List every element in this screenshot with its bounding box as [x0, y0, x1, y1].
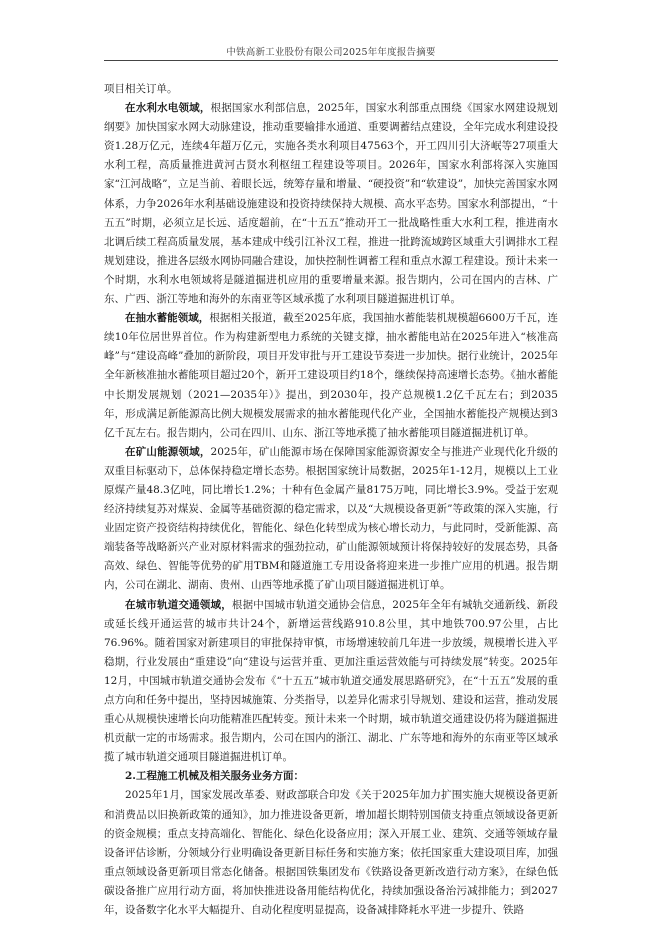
paragraph-text: 2025年，矿山能源市场在保障国家能源资源安全与推进产业现代化升级的双重目标驱动下，总体保持稳定增长态势。根据国家统计局数据，2025年1-12月，规模以上工业原煤产量48.3亿吨，同比增长1.2%；十种有色金属产量8175万吨，同比增长3.9%。受益于宏观经济持续复苏对煤炭、金属等基础资源的稳定需求，以及“大规模设备更新”等政策的深入实施，行业固定资产投资结构持续优化，智能化、绿色化转型成为核心增长动力，与此同时，受新能源、高端装备等战略新兴产业对原材料需求的强劲拉动，矿山能源领域预计将保持较好的发展态势，具备高效、绿色、智能等优势的矿用TBM和隧道施工专用设备将迎来进一步推广应用的机遇。报告期内，公司在湖北、湖南、贵州、山西等地承揽了矿山项目隧道掘进机订单。 — [104, 445, 558, 592]
paragraph-lead: 在城市轨道交通领域， — [125, 598, 232, 611]
page-header: 中铁高新工业股份有限公司2025年年度报告摘要 — [226, 47, 436, 58]
paragraph-water-conservancy — [104, 99, 558, 309]
report-body — [104, 80, 558, 920]
paragraph-urban-rail — [104, 596, 558, 768]
paragraph-continuation: 项目相关订单。 — [104, 83, 178, 95]
paragraph-pumped-storage — [104, 309, 558, 443]
paragraph-text: 根据中国城市轨道交通协会信息，2025年全年有城轨交通新线、新段或延长线开通运营的城市共计24个，新增运营线路910.8公里，其中地铁700.97公里，占比76.96%。随着国家对新建项目的审批保持审慎，市场增速较前几年进一步放缓，规模增长进入平稳期，行业发展由“重建设”向“建设与运营并重、更加注重运营效能与可持续发展”转变。2025年12月，中国城市轨道交通协会发布《“十五五”城市轨道交通发展思路研究》，在“十五五”发展的重点方向和任务中提出，坚持因城施策、分类指导，以差异化需求引导规划、建设和运营，推动发展重心从规模快速增长向功能精准匹配转变。预计未来一个时期，城市轨道交通建设仍将为隧道掘进机贡献一定的市场需求。报告期内，公司在国内的浙江、湖北、广东等地和海外的东南亚等区域承揽了城市轨道交通项目隧道掘进机订单。 — [104, 598, 558, 764]
paragraph-lead: 在抽水蓄能领域， — [125, 312, 210, 325]
section-heading: 2.工程施工机械及相关服务业务方面： — [125, 770, 304, 783]
paragraph-construction-machinery: 2025年1月，国家发展改革委、财政部联合印发《关于2025年加力扩围实施大规模设备更新和消费品以旧换新政策的通知》，加力推进设备更新，增加超长期特别国债支持重点领域设备更新的资金规模；重点支持高端化、智能化、绿色化设备应用；深入开展工业、建筑、交通等领域存量设备评估诊断，分领域分行业明确设备更新目标任务和实施方案；依托国家重大建设项目库，加强重点领域设备更新项目常态化储备。根据国铁集团发布《铁路设备更新改造行动方案》，在绿色低碳设备推广应用行动方面，将加快推进设备用能结构优化，持续加强设备治污减排能力；到2027年，设备数字化水平大幅提升、自动化程度明显提高，设备减排降耗水平进一步提升、铁路 — [104, 789, 558, 917]
paragraph-text: 根据相关报道，截至2025年底，我国抽水蓄能装机规模超6600万千瓦，连续10年位居世界首位。作为构建新型电力系统的关键支撑，抽水蓄能电站在2025年进入“核准高峰”与“建设高峰”叠加的新阶段，项目开发审批与开工建设节奏进一步加快。据行业统计，2025年全年新核准抽水蓄能项目超过20个，新开工建设项目约18个，继续保持高速增长态势。《抽水蓄能中长期发展规划（2021—2035年）》提出，到2030年，投产总规模1.2亿千瓦左右；到2035年，形成满足新能源高比例大规模发展需求的抽水蓄能现代化产业，全国抽水蓄能投产规模达到3亿千瓦左右。报告期内，公司在四川、山东、浙江等地承揽了抽水蓄能项目隧道掘进机订单。 — [104, 312, 558, 439]
paragraph-mining-energy — [104, 443, 558, 596]
paragraph-lead: 在水利水电领域， — [125, 102, 211, 115]
paragraph-text: 根据国家水利部信息，2025年，国家水利部重点围绕《国家水网建设规划纲要》加快国家水网大动脉建设，推动重要输排水通道、重要调蓄结点建设，全年完成水利建设投资1.28万亿元，连续4年超万亿元，实施各类水利项目47563个，开工四川引大济岷等27项重大水利工程，高质量推进黄河古贤水利枢纽工程建设等项目。2026年，国家水利部将深入实施国家“江河战略”，立足当前、着眼长远，统筹存量和增量、“硬投资”和“软建设”，加快完善国家水网体系，力争2026年水利基础设施建设和投资持续保持大规模、高水平态势。国家水利部提出，“十五五”时期，必须立足长远、适度超前，在“十五五”推动开工一批战略性重大水利工程，推进南水北调后续工程高质量发展，基本建成中线引江补汉工程，推进一批跨流域跨区域重大引调排水工程规划建设，推进各层级水网协同融合建设，加快控制性调蓄工程和重点水源工程建设。预计未来一个时期，水利水电领域将是隧道掘进机应用的重要增量来源。报告期内，公司在国内的吉林、广东、广西、浙江等地和海外的东南亚等区域承揽了水利项目隧道掘进机订单。 — [104, 102, 558, 306]
paragraph-lead: 在矿山能源领域， — [125, 445, 211, 458]
header-divider — [104, 60, 558, 61]
